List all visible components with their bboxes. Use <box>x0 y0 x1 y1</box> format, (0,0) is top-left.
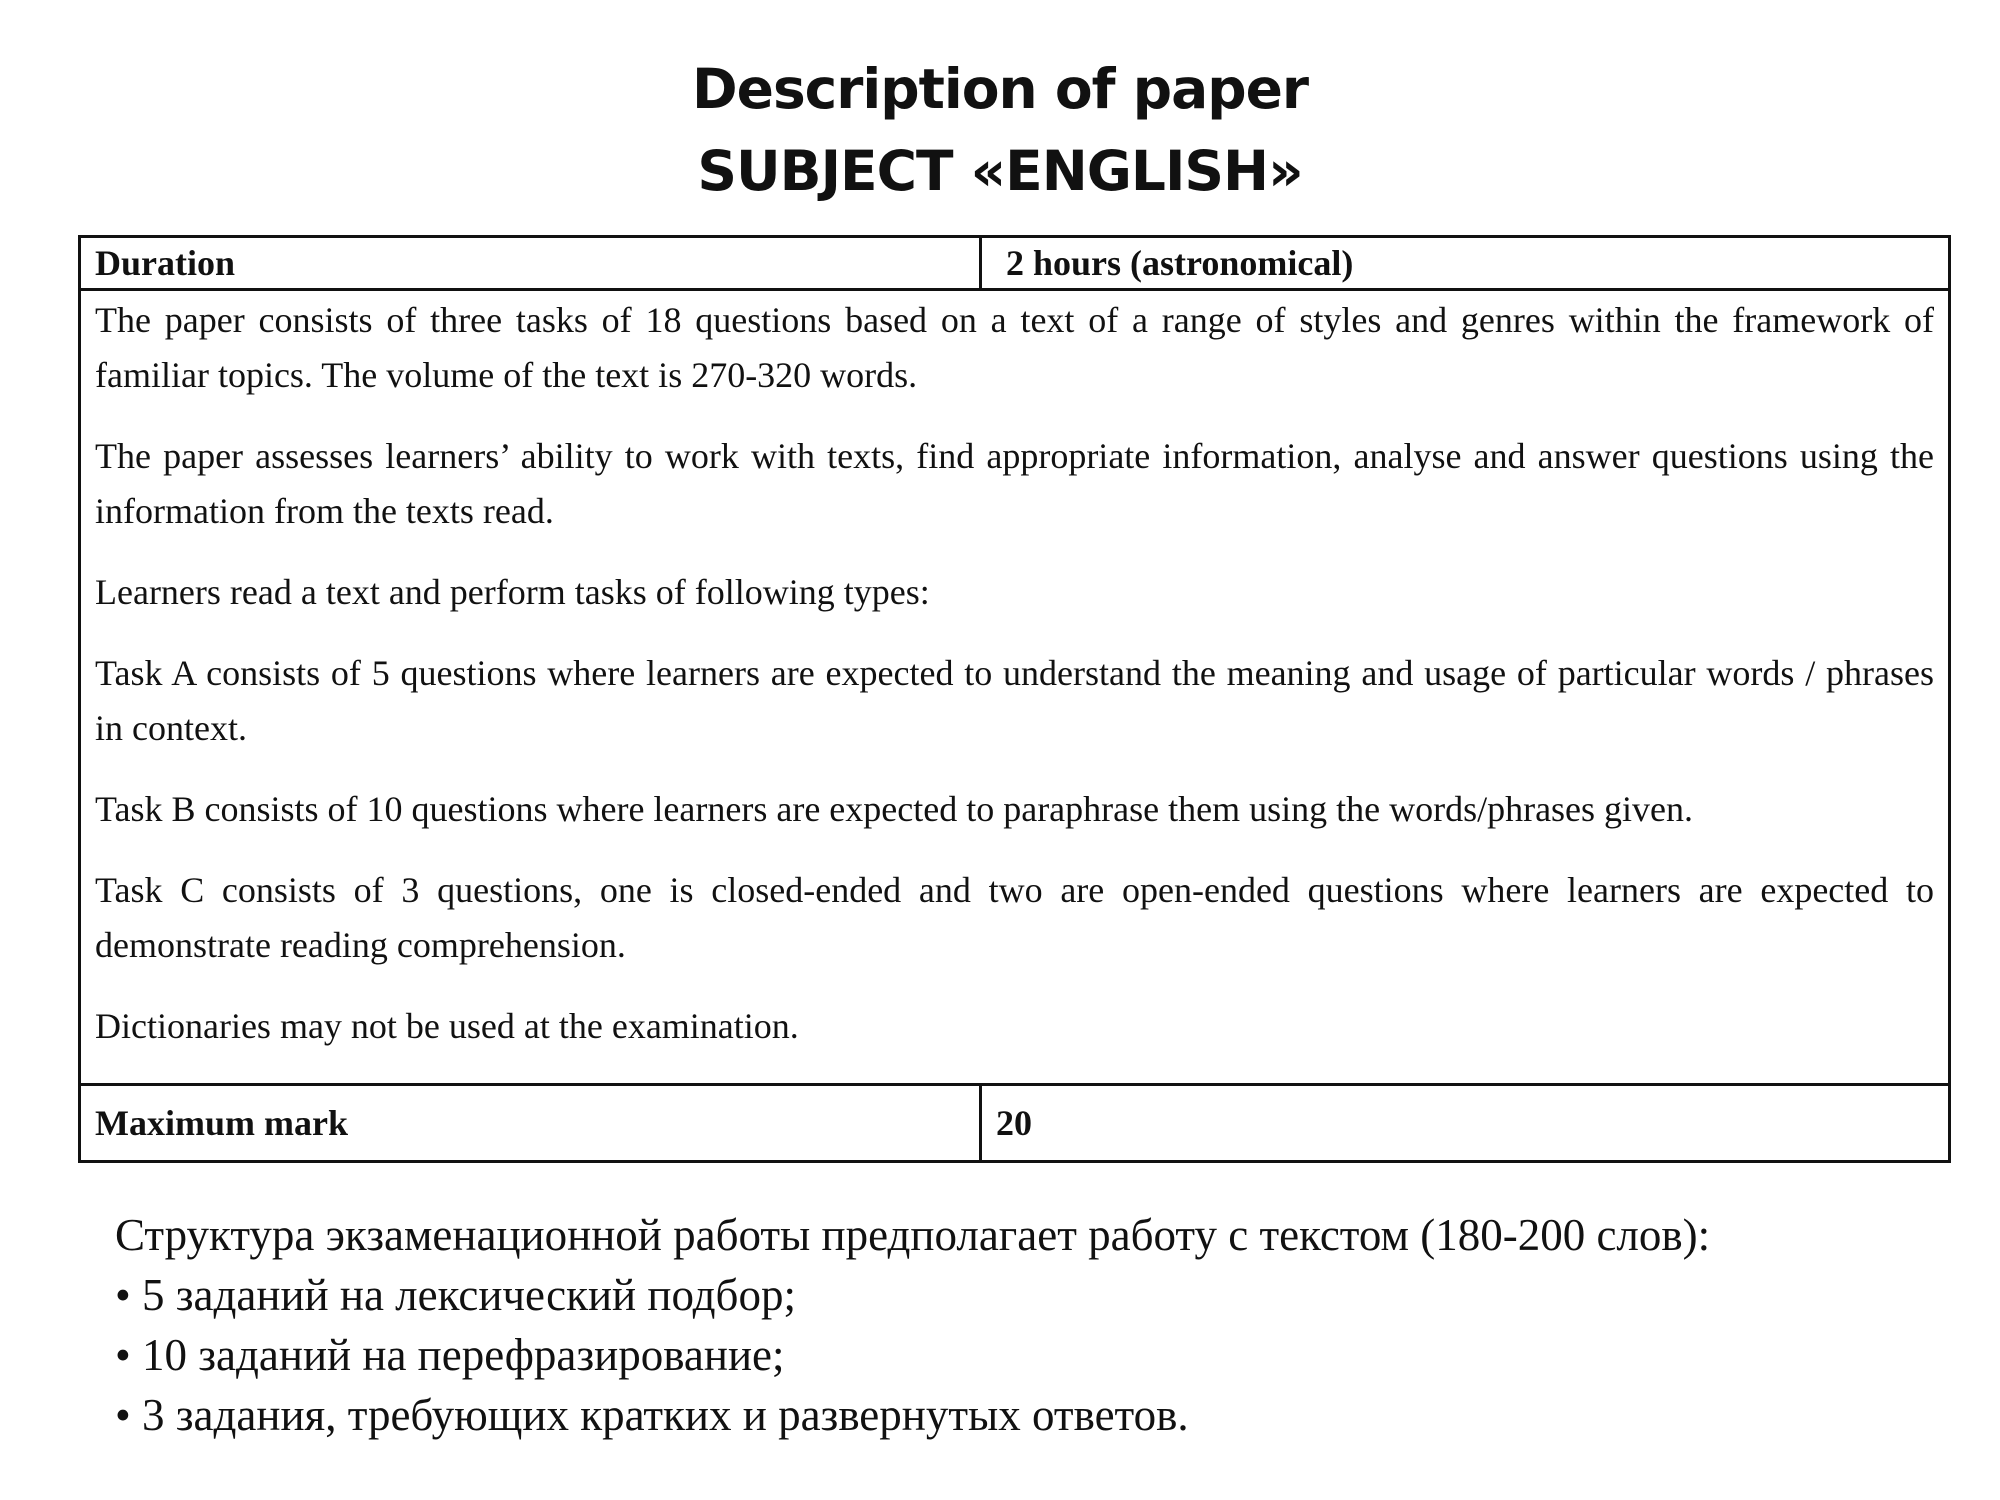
maximum-mark-label: Maximum mark <box>80 1085 981 1162</box>
paragraph-assessment: The paper assesses learners’ ability to work with texts, find appropriate information, analyse and answer questions using the information from the texts read. <box>95 436 1934 531</box>
list-item: • 3 задания, требующих кратких и развернутых ответов. <box>115 1390 1189 1440</box>
description-cell <box>80 290 1950 1085</box>
document-subtitle: SUBJECT «ENGLISH» <box>697 139 1303 203</box>
document-title: Description of paper <box>691 57 1309 121</box>
duration-value: 2 hours (astronomical) <box>981 237 1950 290</box>
russian-summary <box>115 1205 1965 1445</box>
paragraph-dictionaries: Dictionaries may not be used at the examination. <box>95 1006 799 1046</box>
duration-row <box>80 237 1950 290</box>
duration-label: Duration <box>80 237 981 290</box>
maximum-mark-row <box>80 1085 1950 1162</box>
description-row <box>80 290 1950 1085</box>
paragraph-task-a: Task A consists of 5 questions where learners are expected to understand the meaning and usage of particular words / phrases in context. <box>95 653 1934 748</box>
russian-summary-intro: Структура экзаменационной работы предполагает работу с текстом (180-200 слов): <box>115 1210 1711 1260</box>
list-item: • 10 заданий на перефразирование; <box>115 1330 785 1380</box>
paragraph-task-b: Task B consists of 10 questions where learners are expected to paraphrase them using the words/phrases given. <box>95 789 1694 829</box>
paper-description-table <box>78 235 1951 1163</box>
maximum-mark-value: 20 <box>981 1085 1950 1162</box>
paragraph-task-types-intro: Learners read a text and perform tasks of following types: <box>95 572 930 612</box>
list-item: • 5 заданий на лексический подбор; <box>115 1270 796 1320</box>
paragraph-structure: The paper consists of three tasks of 18 questions based on a text of a range of styles and genres within the framework of familiar topics. The volume of the text is 270-320 words. <box>95 300 1934 395</box>
paragraph-task-c: Task C consists of 3 questions, one is closed-ended and two are open-ended questions where learners are expected to demonstrate reading comprehension. <box>95 870 1934 965</box>
